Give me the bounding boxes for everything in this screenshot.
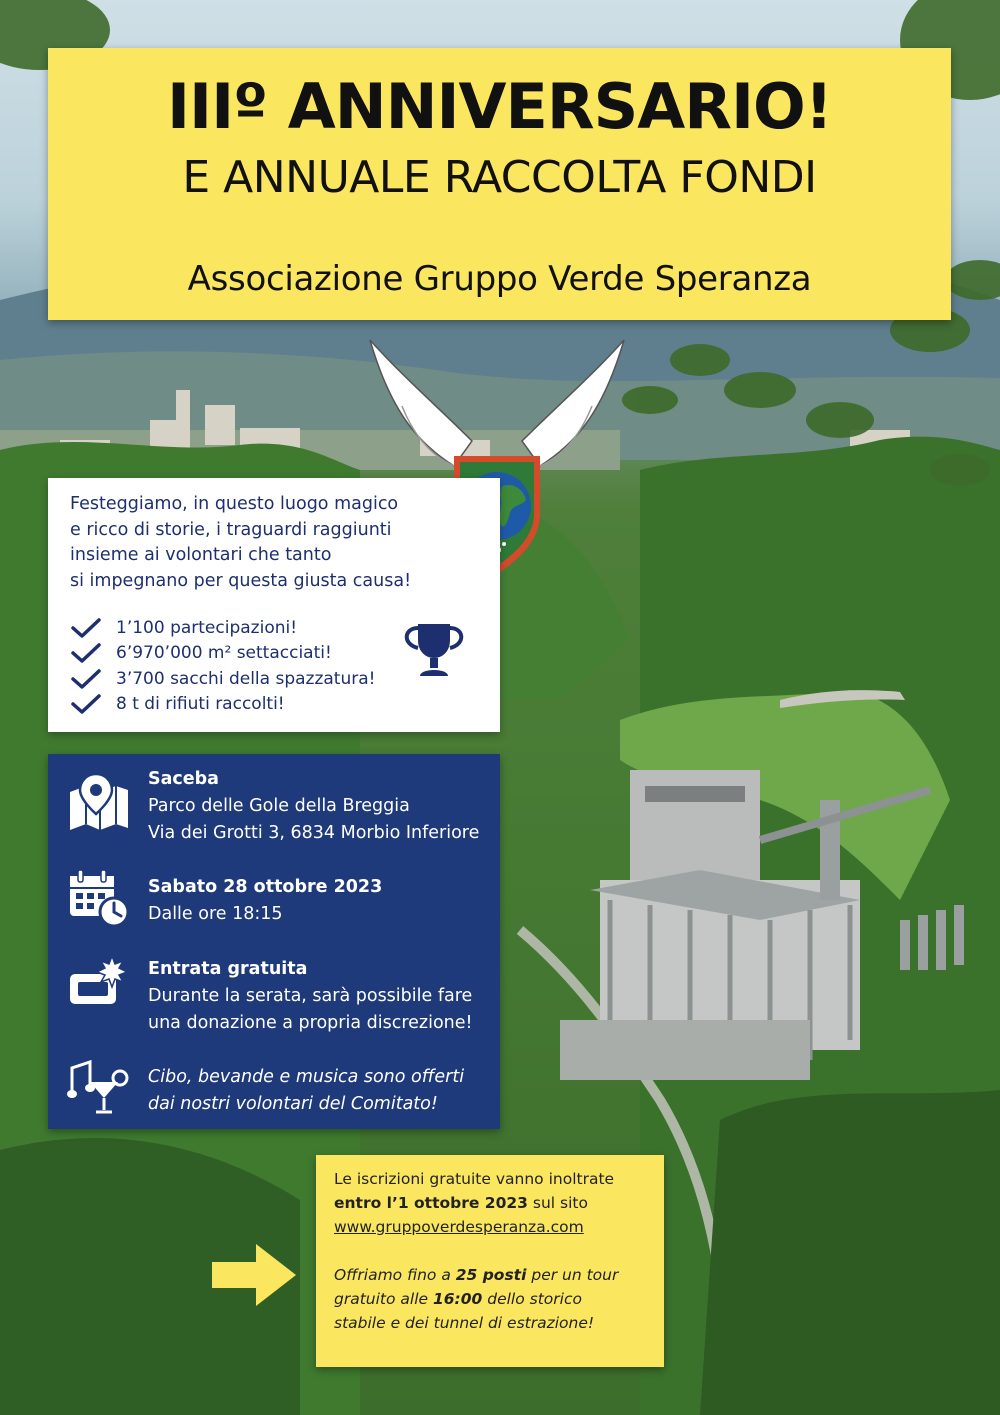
arrow-right-icon	[212, 1244, 296, 1306]
list-item	[70, 666, 375, 692]
intro-card	[48, 478, 500, 732]
intro-line: insieme ai volontari che tanto	[70, 545, 332, 565]
intro-line: Festeggiamo, in questo luogo magico	[70, 494, 399, 514]
event-info-card	[48, 754, 500, 1129]
header-banner	[48, 48, 951, 320]
tour-line	[334, 1263, 654, 1287]
venue-park: Parco delle Gole della Breggia	[148, 796, 410, 816]
entry-line: una donazione a propria discrezione!	[148, 1013, 473, 1033]
venue-address: Via dei Grotti 3, 6834 Morbio Inferiore	[148, 823, 480, 843]
list-item	[70, 641, 375, 667]
intro-line: e ricco di storie, i traguardi raggiunti	[70, 519, 392, 540]
music-cocktail-icon	[66, 1056, 132, 1116]
event-entry	[148, 956, 493, 1037]
entry-title: Entrata gratuita	[148, 959, 308, 979]
tour-seats: 25 posti	[455, 1266, 527, 1284]
list-item	[70, 615, 375, 641]
intro-line: si impegnano per questa giusta causa!	[70, 570, 412, 591]
registration-line: Le iscrizioni gratuite vanno inoltrate	[334, 1170, 615, 1188]
website-link[interactable]: www.gruppoverdesperanza.com	[334, 1218, 584, 1236]
registration-card	[316, 1155, 664, 1367]
entry-line: Durante la serata, sarà possibile fare	[148, 986, 473, 1006]
event-food	[148, 1064, 493, 1118]
food-line: dai nostri volontari del Comitato!	[148, 1094, 438, 1114]
achievement-text: 6’970’000 m² settacciati!	[116, 643, 332, 664]
achievement-text: 8 t di rifiuti raccolti!	[116, 694, 285, 715]
event-date	[148, 874, 493, 928]
registration-text	[334, 1167, 654, 1335]
map-location-icon	[66, 772, 132, 832]
event-location	[148, 766, 493, 847]
checkmark-icon	[70, 668, 102, 690]
event-day: Sabato 28 ottobre 2023	[148, 877, 383, 897]
page-title: IIIº ANNIVERSARIO!	[166, 70, 833, 143]
registration-deadline-line	[334, 1191, 654, 1215]
event-time: Dalle ore 18:15	[148, 904, 283, 924]
page-subtitle: E ANNUALE RACCOLTA FONDI	[182, 152, 817, 203]
calendar-clock-icon	[66, 868, 132, 928]
food-line: Cibo, bevande e musica sono offerti	[148, 1067, 465, 1087]
checkmark-icon	[70, 642, 102, 664]
tour-text: dello storico	[482, 1290, 582, 1308]
tour-text: gratuito alle	[334, 1290, 433, 1308]
achievements-list	[70, 615, 375, 717]
achievement-text: 3’700 sacchi della spazzatura!	[116, 668, 376, 689]
tour-time: 16:00	[432, 1290, 483, 1308]
venue-name: Saceba	[148, 769, 219, 789]
spacer	[334, 1239, 654, 1263]
achievement-text: 1’100 partecipazioni!	[116, 617, 298, 638]
tour-text: per un tour	[526, 1266, 619, 1284]
checkmark-icon	[70, 617, 102, 639]
trophy-icon	[398, 620, 470, 680]
registration-deadline-suffix: sul sito	[527, 1194, 588, 1212]
checkmark-icon	[70, 693, 102, 715]
registration-deadline: entro l’1 ottobre 2023	[334, 1194, 528, 1212]
tour-line: stabile e dei tunnel di estrazione!	[334, 1314, 595, 1332]
tour-text: Offriamo fino a	[334, 1266, 456, 1284]
list-item	[70, 692, 375, 718]
tour-line	[334, 1287, 654, 1311]
ticket-icon	[66, 952, 132, 1012]
association-name: Associazione Gruppo Verde Speranza	[187, 259, 812, 299]
intro-text	[70, 492, 490, 594]
